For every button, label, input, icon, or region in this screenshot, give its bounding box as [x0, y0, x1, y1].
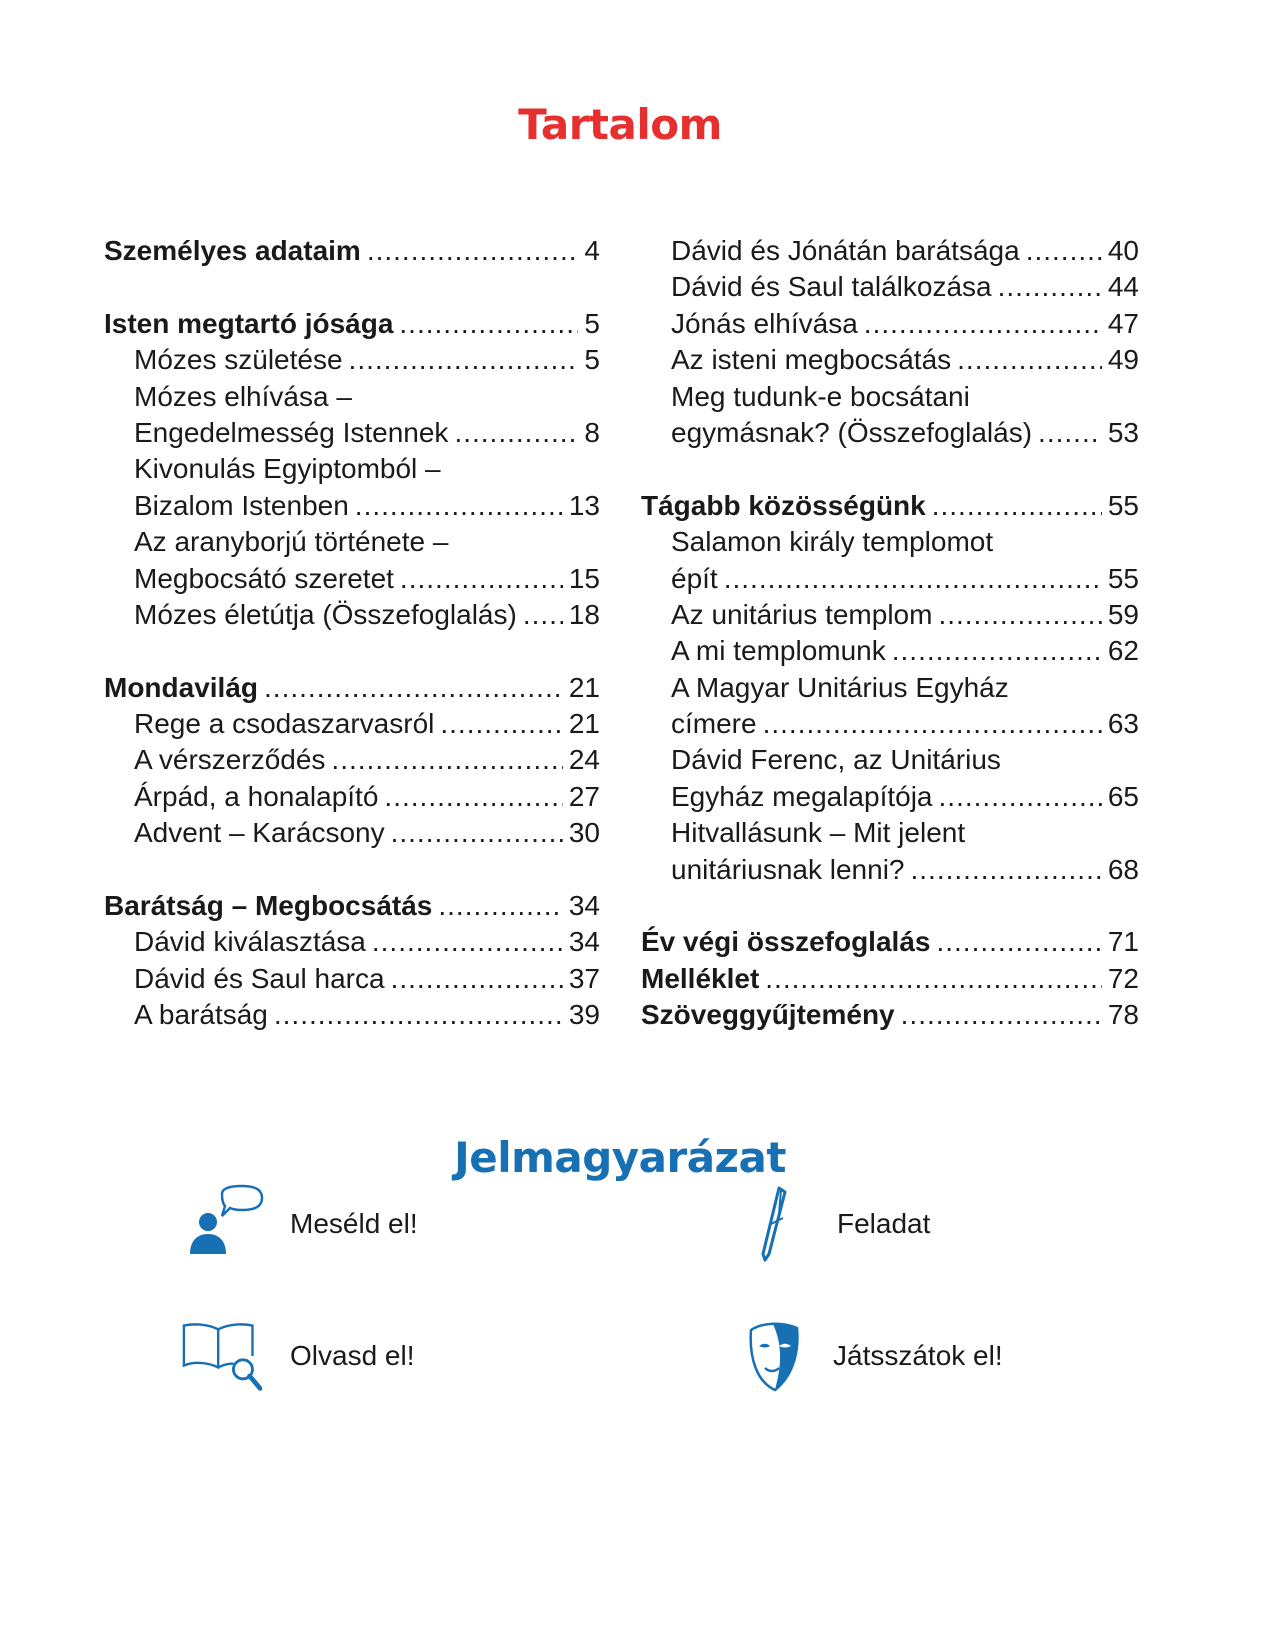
- toc-entry-row: [104, 342, 600, 378]
- toc-entry-row: [104, 779, 600, 815]
- toc-page-number: 78: [1107, 999, 1139, 1031]
- toc-entry-title: Rege a csodaszarvasról: [134, 708, 435, 740]
- toc-entry-title: Isten megtartó jósága: [104, 307, 394, 339]
- toc-spacer: [104, 633, 600, 669]
- toc-entry-title: épít: [671, 562, 718, 594]
- toc-entry-row: [104, 997, 600, 1033]
- toc-entry-row: [104, 415, 600, 451]
- toc-entry-row: [641, 706, 1139, 742]
- legend-label-read: Olvasd el!: [290, 1340, 415, 1371]
- toc-page-number: 15: [568, 562, 600, 594]
- toc-page-number: 34: [568, 926, 600, 958]
- toc-leader-dots: [399, 306, 578, 342]
- toc-leader-dots: [864, 306, 1102, 342]
- toc-right-column: [641, 233, 1139, 1034]
- toc-leader-dots: [349, 342, 579, 378]
- legend-label-task: Feladat: [837, 1208, 931, 1239]
- toc-leader-dots: [1038, 415, 1102, 451]
- toc-page-number: 24: [568, 744, 600, 776]
- speech-bubble-person-icon: [186, 1184, 266, 1264]
- toc-section-row: [104, 233, 600, 269]
- toc-page-number: 63: [1107, 708, 1139, 740]
- toc-section-row: [641, 997, 1139, 1033]
- toc-entry-row: [641, 815, 1139, 851]
- toc-leader-dots: [765, 961, 1102, 997]
- toc-page-number: 4: [584, 235, 600, 266]
- toc-entry-title: Dávid Ferenc, az Unitárius: [671, 744, 1001, 776]
- toc-entry-row: [104, 815, 600, 851]
- toc-leader-dots: [763, 706, 1102, 742]
- toc-page-number: 18: [568, 598, 600, 630]
- toc-entry-row: [641, 852, 1139, 888]
- toc-entry-row: [641, 342, 1139, 378]
- toc-entry-row: [104, 706, 600, 742]
- toc-entry-row: [104, 961, 600, 997]
- pen-icon: [735, 1184, 815, 1264]
- toc-entry-row: [104, 524, 600, 560]
- toc-leader-dots: [938, 597, 1101, 633]
- toc-leader-dots: [264, 670, 563, 706]
- toc-page-number: 27: [568, 780, 600, 812]
- toc-left-column: [104, 233, 600, 1034]
- toc-leader-dots: [998, 269, 1102, 305]
- toc-page-number: 34: [568, 890, 600, 922]
- toc-entry-row: [641, 597, 1139, 633]
- toc-entry-row: [641, 379, 1139, 415]
- toc-entry-title: Szöveggyűjtemény: [641, 999, 895, 1031]
- toc-entry-title: Egyház megalapítója: [671, 780, 933, 812]
- toc-leader-dots: [384, 779, 562, 815]
- toc-entry-title: Dávid és Saul harca: [134, 962, 385, 994]
- toc-entry-row: [641, 415, 1139, 451]
- toc-entry-title: Az isteni megbocsátás: [671, 344, 952, 376]
- book-magnifier-icon: [182, 1316, 262, 1396]
- toc-entry-title: unitáriusnak lenni?: [671, 853, 905, 885]
- toc-entry-title: Barátság – Megbocsátás: [104, 890, 433, 922]
- toc-spacer: [641, 451, 1139, 487]
- toc-entry-title: A Magyar Unitárius Egyház: [671, 671, 1009, 703]
- toc-leader-dots: [932, 488, 1102, 524]
- toc-entry-title: A vérszerződés: [134, 744, 326, 776]
- toc-entry-row: [641, 306, 1139, 342]
- toc-entry-title: Salamon király templomot: [671, 526, 994, 558]
- toc-entry-title: Az unitárius templom: [671, 598, 933, 630]
- toc-spacer: [104, 852, 600, 888]
- toc-entry-row: [641, 233, 1139, 269]
- toc-entry-row: [641, 633, 1139, 669]
- toc-spacer: [104, 269, 600, 305]
- toc-entry-title: Meg tudunk-e bocsátani: [671, 380, 970, 412]
- toc-leader-dots: [274, 997, 563, 1033]
- legend-title: Jelmagyarázat: [454, 1133, 786, 1182]
- toc-leader-dots: [391, 961, 563, 997]
- toc-page-number: 40: [1107, 235, 1139, 266]
- toc-page-number: 30: [568, 817, 600, 849]
- toc-entry-row: [104, 561, 600, 597]
- toc-entry-title: Mózes születése: [134, 344, 343, 376]
- toc-page-number: 37: [568, 962, 600, 994]
- toc-section-row: [104, 670, 600, 706]
- toc-entry-title: Tágabb közösségünk: [641, 489, 926, 521]
- toc-page-number: 59: [1107, 598, 1139, 630]
- toc-entry-title: Jónás elhívása: [671, 307, 858, 339]
- toc-leader-dots: [367, 233, 579, 269]
- toc-page-number: 39: [568, 999, 600, 1031]
- toc-leader-dots: [391, 815, 563, 851]
- toc-page-number: 47: [1107, 307, 1139, 339]
- toc-section-row: [104, 888, 600, 924]
- toc-section-row: [641, 961, 1139, 997]
- toc-entry-title: címere: [671, 708, 757, 740]
- toc-entry-title: A barátság: [134, 999, 268, 1031]
- toc-entry-title: Dávid kiválasztása: [134, 926, 366, 958]
- legend-item-read: [182, 1316, 415, 1396]
- toc-leader-dots: [355, 488, 563, 524]
- toc-section-row: [641, 924, 1139, 960]
- toc-entry-row: [104, 597, 600, 633]
- toc-entry-title: Kivonulás Egyiptomból –: [134, 453, 441, 485]
- toc-page-number: 21: [568, 708, 600, 740]
- legend-label-play: Játsszátok el!: [833, 1340, 1003, 1371]
- toc-page-number: 49: [1107, 344, 1139, 376]
- toc-entry-row: [641, 742, 1139, 778]
- toc-page-number: 8: [584, 416, 600, 448]
- legend-item-tell: [186, 1184, 418, 1264]
- toc-leader-dots: [936, 924, 1101, 960]
- toc-page-number: 44: [1107, 271, 1139, 303]
- toc-entry-title: Mondavilág: [104, 671, 259, 703]
- toc-entry-row: [104, 742, 600, 778]
- toc-section-row: [104, 306, 600, 342]
- toc-leader-dots: [454, 415, 578, 451]
- toc-leader-dots: [911, 852, 1102, 888]
- toc-entry-title: Bizalom Istenben: [134, 489, 349, 521]
- toc-entry-row: [641, 779, 1139, 815]
- legend-item-task: [735, 1184, 930, 1264]
- toc-leader-dots: [901, 997, 1102, 1033]
- toc-entry-row: [104, 379, 600, 415]
- toc-page-number: 55: [1107, 562, 1139, 594]
- toc-page-number: 21: [568, 671, 600, 703]
- toc-leader-dots: [939, 779, 1102, 815]
- toc-entry-title: Advent – Karácsony: [134, 817, 385, 849]
- toc-entry-row: [641, 670, 1139, 706]
- toc-entry-row: [104, 924, 600, 960]
- toc-entry-title: Engedelmesség Istennek: [134, 416, 449, 448]
- toc-section-row: [641, 488, 1139, 524]
- toc-page-number: 55: [1107, 489, 1139, 521]
- toc-entry-title: Dávid és Saul találkozása: [671, 271, 992, 303]
- toc-leader-dots: [438, 888, 562, 924]
- toc-page-number: 62: [1107, 635, 1139, 667]
- toc-spacer: [641, 888, 1139, 924]
- toc-entry-title: Személyes adataim: [104, 235, 361, 266]
- toc-leader-dots: [440, 706, 562, 742]
- toc-leader-dots: [957, 342, 1102, 378]
- theatre-mask-icon: [735, 1316, 815, 1396]
- toc-leader-dots: [523, 597, 563, 633]
- toc-entry-title: Év végi összefoglalás: [641, 926, 931, 958]
- toc-page-number: 13: [568, 489, 600, 521]
- toc-page-number: 68: [1107, 853, 1139, 885]
- toc-entry-row: [641, 269, 1139, 305]
- toc-entry-title: egymásnak? (Összefoglalás): [671, 416, 1033, 448]
- toc-page-number: 5: [584, 307, 600, 339]
- toc-entry-title: Hitvallásunk – Mit jelent: [671, 817, 966, 849]
- toc-entry-title: Árpád, a honalapító: [134, 780, 379, 812]
- legend-label-tell: Meséld el!: [290, 1208, 418, 1239]
- toc-page-number: 72: [1107, 962, 1139, 994]
- toc-leader-dots: [1026, 233, 1102, 269]
- toc-entry-title: Mózes életútja (Összefoglalás): [134, 598, 517, 630]
- toc-page-number: 53: [1107, 416, 1139, 448]
- toc-leader-dots: [372, 924, 563, 960]
- toc-entry-title: A mi templomunk: [671, 635, 886, 667]
- toc-leader-dots: [400, 561, 563, 597]
- toc-entry-row: [104, 488, 600, 524]
- toc-title: Tartalom: [518, 100, 722, 149]
- toc-entry-row: [104, 451, 600, 487]
- toc-leader-dots: [724, 561, 1102, 597]
- legend-item-play: [735, 1316, 1003, 1396]
- toc-entry-title: Az aranyborjú története –: [134, 526, 449, 558]
- toc-entry-row: [641, 524, 1139, 560]
- toc-entry-row: [641, 561, 1139, 597]
- toc-page-number: 5: [584, 344, 600, 376]
- toc-leader-dots: [331, 742, 562, 778]
- toc-entry-title: Megbocsátó szeretet: [134, 562, 394, 594]
- toc-entry-title: Dávid és Jónátán barátsága: [671, 235, 1020, 266]
- toc-page-number: 71: [1107, 926, 1139, 958]
- toc-leader-dots: [892, 633, 1102, 669]
- toc-entry-title: Melléklet: [641, 962, 760, 994]
- toc-entry-title: Mózes elhívása –: [134, 380, 352, 412]
- toc-page-number: 65: [1107, 780, 1139, 812]
